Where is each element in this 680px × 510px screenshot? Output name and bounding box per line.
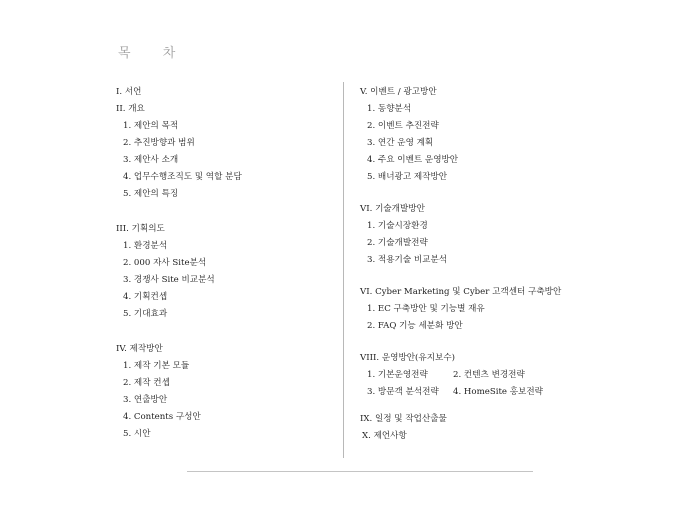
section-heading: IV. 제작방안 bbox=[116, 344, 163, 354]
footer-rule bbox=[187, 471, 533, 472]
toc-item: 2. 제작 컨셉 bbox=[123, 378, 170, 388]
section-heading: II. 개요 bbox=[116, 104, 145, 114]
toc-item: 5. 제안의 특징 bbox=[123, 189, 179, 199]
toc-item: 1. 기본운영전략 bbox=[367, 370, 428, 380]
toc-section-10 bbox=[360, 428, 600, 445]
section-heading: X. 제언사항 bbox=[362, 431, 407, 441]
toc-item: 1. 동향분석 bbox=[367, 104, 412, 114]
toc-item: 5. 배너광고 제작방안 bbox=[367, 172, 448, 182]
toc-left-column bbox=[116, 84, 326, 443]
toc-item: 3. 연출방안 bbox=[123, 395, 168, 405]
toc-item: 5. 시안 bbox=[123, 429, 151, 439]
toc-item: 1. 제작 기본 모듈 bbox=[123, 361, 190, 371]
toc-item: 3. 제안사 소개 bbox=[123, 155, 179, 165]
toc-item: 4. Contents 구성안 bbox=[123, 412, 201, 422]
toc-section-9 bbox=[360, 411, 600, 428]
toc-item: 2. 000 자사 Site분석 bbox=[123, 258, 207, 268]
toc-item: 2. FAQ 기능 세분화 방안 bbox=[367, 321, 463, 331]
toc-item: 3. 방문객 분석전략 bbox=[367, 387, 439, 397]
toc-item: 1. 환경분석 bbox=[123, 241, 168, 251]
section-heading: IX. 일정 및 작업산출물 bbox=[360, 414, 447, 424]
section-heading: I. 서언 bbox=[116, 87, 142, 97]
page-title: 목 차 bbox=[118, 46, 190, 61]
toc-item: 4. 업무수행조직도 및 역할 분담 bbox=[123, 172, 242, 182]
toc-item-row bbox=[360, 367, 600, 384]
toc-section-3 bbox=[116, 221, 326, 323]
toc-item: 2. 추진방향과 범위 bbox=[123, 138, 195, 148]
toc-item: 4. 주요 이벤트 운영방안 bbox=[367, 155, 459, 165]
toc-item: 4. HomeSite 홍보전략 bbox=[453, 387, 543, 397]
toc-item: 2. 컨텐츠 변경전략 bbox=[453, 370, 525, 380]
toc-item: 2. 이벤트 추진전략 bbox=[367, 121, 439, 131]
toc-item: 3. 연간 운영 계획 bbox=[367, 138, 434, 148]
section-heading: VI. Cyber Marketing 및 Cyber 고객센터 구축방안 bbox=[360, 287, 562, 297]
toc-section-2 bbox=[116, 101, 326, 203]
toc-section-1 bbox=[116, 84, 326, 101]
section-heading: VI. 기술개발방안 bbox=[360, 204, 425, 214]
toc-right-column bbox=[360, 84, 600, 445]
toc-item: 1. 제안의 목적 bbox=[123, 121, 179, 131]
toc-item: 3. 적용기술 비교분석 bbox=[367, 255, 448, 265]
column-divider bbox=[343, 82, 344, 458]
toc-item-row bbox=[360, 384, 600, 401]
toc-item: 2. 기술개발전략 bbox=[367, 238, 428, 248]
toc-section-7 bbox=[360, 284, 600, 335]
section-heading: III. 기획의도 bbox=[116, 224, 165, 234]
toc-section-5 bbox=[360, 84, 600, 186]
toc-section-4 bbox=[116, 341, 326, 443]
toc-item: 3. 경쟁사 Site 비교분석 bbox=[123, 275, 215, 285]
toc-item: 5. 기대효과 bbox=[123, 309, 168, 319]
toc-item: 1. EC 구축방안 및 기능별 재유 bbox=[367, 304, 485, 314]
toc-section-8 bbox=[360, 350, 600, 401]
toc-section-6 bbox=[360, 201, 600, 269]
toc-item: 1. 기술시장환경 bbox=[367, 221, 428, 231]
toc-item: 4. 기획컨셉 bbox=[123, 292, 168, 302]
section-heading: V. 이벤트 / 광고방안 bbox=[360, 87, 437, 97]
section-heading: VIII. 운영방안(유지보수) bbox=[360, 353, 455, 363]
